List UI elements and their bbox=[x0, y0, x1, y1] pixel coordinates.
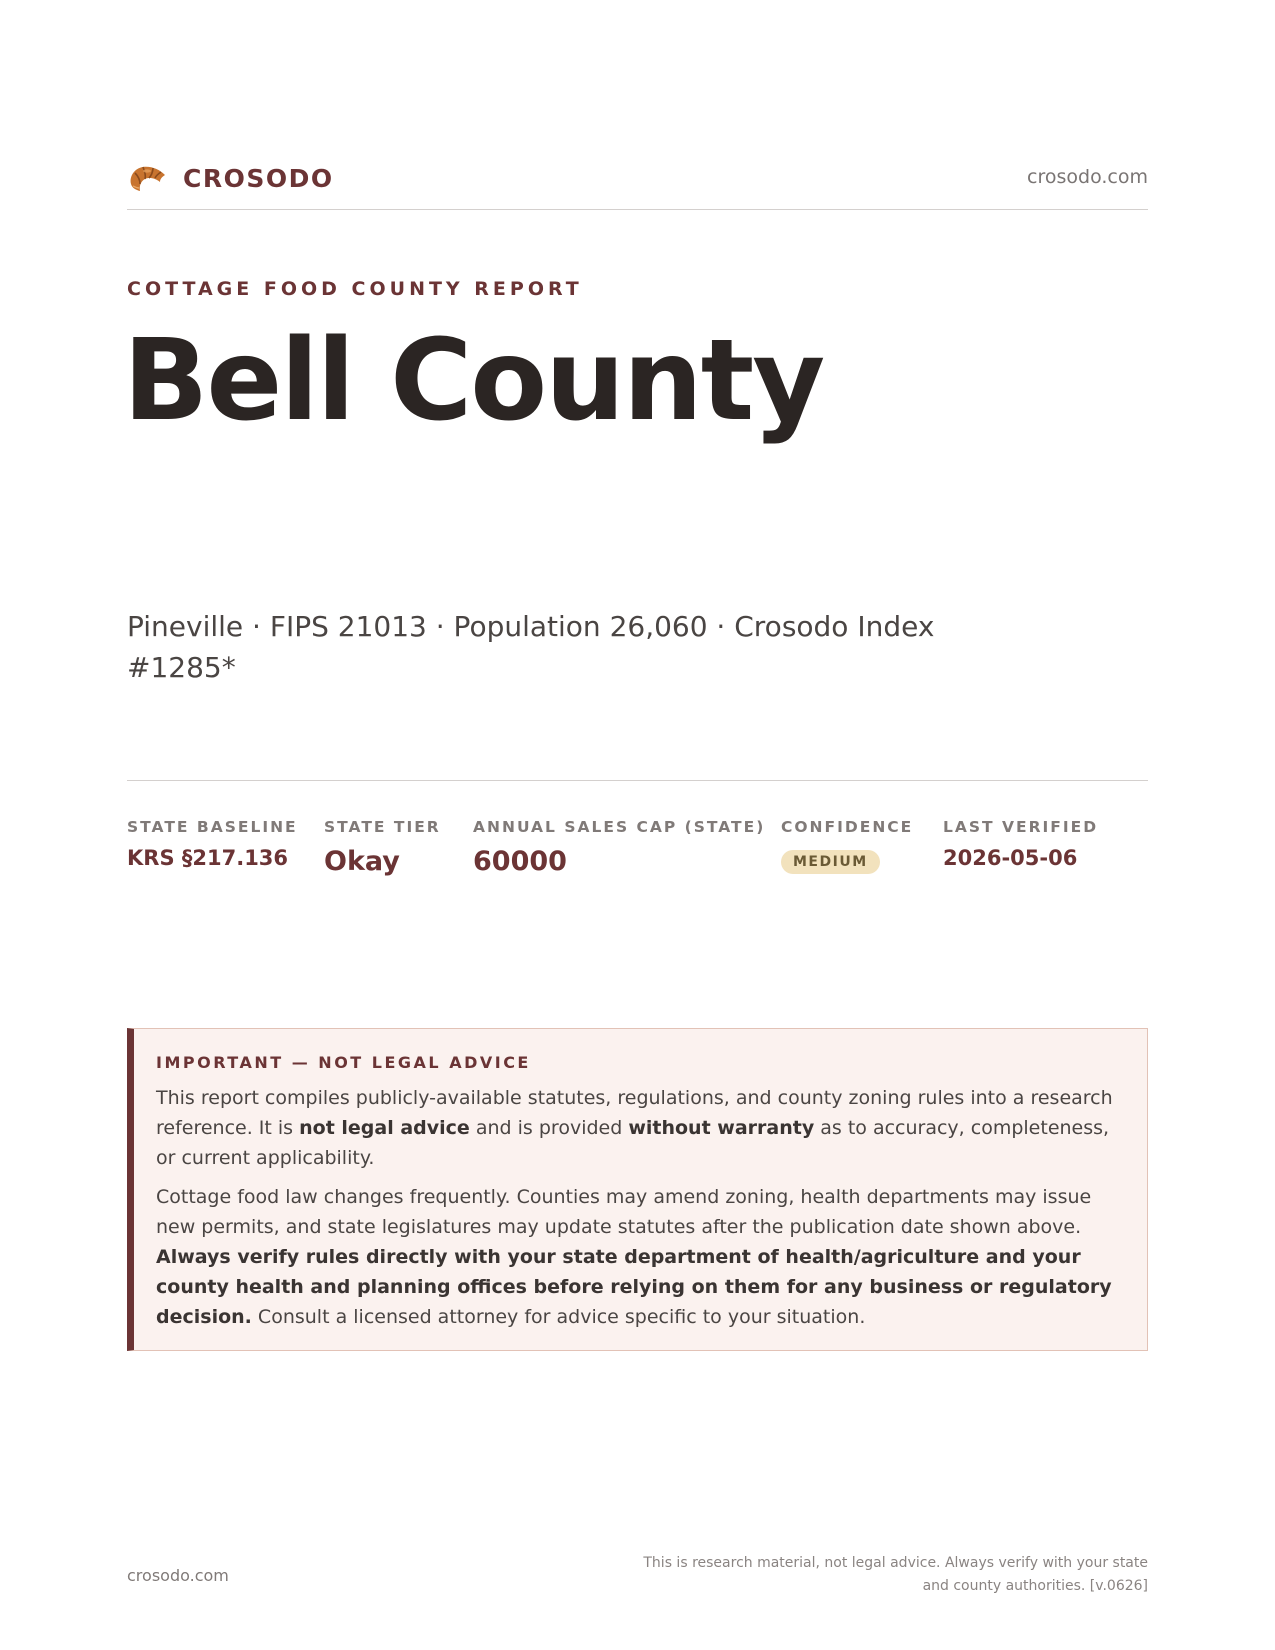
stat-last-verified bbox=[943, 818, 1098, 870]
stat-value: KRS §217.136 bbox=[127, 846, 289, 870]
notice-text: as to accuracy, completeness, or current applicability. bbox=[156, 1117, 1110, 1169]
footer-disclaimer bbox=[628, 1552, 1148, 1598]
notice-emphasis: not legal advice bbox=[299, 1117, 470, 1139]
stat-value: 60000 bbox=[473, 846, 567, 877]
stat-annual-sales-cap bbox=[473, 818, 765, 877]
notice-text: and is provided bbox=[469, 1117, 629, 1139]
report-eyebrow: COTTAGE FOOD COUNTY REPORT bbox=[127, 278, 583, 300]
page-title: Bell County bbox=[123, 316, 824, 446]
notice-emphasis: Always verify rules directly with your state department of health/agriculture and your county health and planning offices before relying on them for any business or regulatory decision. bbox=[156, 1246, 1112, 1328]
croissant-icon bbox=[127, 160, 169, 196]
notice-text: This report compiles publicly-available statutes, regulations, and county zoning rules into a research reference. It is bbox=[156, 1087, 1113, 1139]
report-page bbox=[123, 0, 1148, 1650]
stat-value: Okay bbox=[324, 846, 400, 877]
notice-text: Cottage food law changes frequently. Counties may amend zoning, health departments may issue new permits, and state legislatures may update statutes after the publication date shown above. bbox=[156, 1186, 1092, 1238]
stats-divider bbox=[127, 780, 1148, 781]
stat-label: LAST VERIFIED bbox=[943, 818, 1099, 836]
notice-title: IMPORTANT — NOT LEGAL ADVICE bbox=[156, 1053, 531, 1072]
confidence-badge: MEDIUM bbox=[781, 850, 880, 874]
stat-state-tier bbox=[324, 818, 441, 877]
stat-label: ANNUAL SALES CAP (STATE) bbox=[473, 818, 766, 836]
report-subtitle: Pineville · FIPS 21013 · Population 26,060 · Crosodo Index #1285* bbox=[127, 610, 935, 684]
notice-paragraph bbox=[156, 1083, 1121, 1173]
stat-label: STATE TIER bbox=[324, 818, 441, 836]
notice-text: Consult a licensed attorney for advice specific to your situation. bbox=[251, 1306, 866, 1328]
brand bbox=[127, 160, 334, 196]
notice-body bbox=[156, 1083, 1121, 1332]
stat-label: CONFIDENCE bbox=[781, 818, 914, 836]
stat-confidence bbox=[781, 818, 913, 874]
stat-state-baseline bbox=[127, 818, 298, 870]
notice-emphasis: without warranty bbox=[628, 1117, 815, 1139]
footer-disclaimer-line: and county authorities. [v.0626] bbox=[922, 1578, 1148, 1594]
page-header bbox=[127, 158, 1148, 210]
stat-label: STATE BASELINE bbox=[127, 818, 298, 836]
legal-notice bbox=[127, 1028, 1148, 1351]
footer-disclaimer-line: This is research material, not legal advice. Always verify with your state bbox=[643, 1555, 1148, 1571]
footer-site-url: crosodo.com bbox=[127, 1566, 229, 1585]
site-url: crosodo.com bbox=[1027, 166, 1148, 188]
stat-value: 2026-05-06 bbox=[943, 846, 1078, 870]
notice-paragraph bbox=[156, 1182, 1121, 1332]
brand-name: CROSODO bbox=[183, 163, 334, 193]
